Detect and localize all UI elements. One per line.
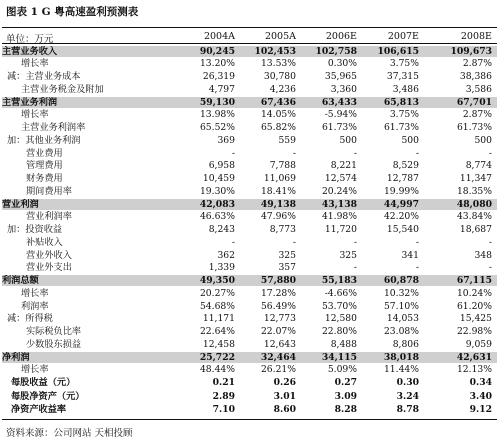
row-cell: - — [488, 262, 492, 274]
source-note: 资料来源：公司网站 天相投顾 — [6, 428, 133, 439]
row-cell: 12,787 — [386, 173, 419, 184]
row-cell: 46.63% — [199, 211, 235, 223]
row-cell: 3,360 — [330, 83, 357, 95]
row-cell: 2.87% — [462, 109, 492, 121]
column-header: 2004A — [203, 31, 235, 42]
row-cell: 30,780 — [263, 71, 296, 82]
row-label: 利润总额 — [2, 275, 39, 286]
table-row — [2, 71, 497, 82]
row-cell: 37,315 — [386, 71, 419, 82]
row-cell: 61.20% — [456, 300, 492, 312]
row-cell: 341 — [401, 249, 419, 261]
row-label: 主营业务利润 — [2, 96, 58, 108]
row-label: 减：所得税 — [7, 313, 53, 325]
row-cell: - — [353, 236, 357, 248]
row-cell: 106,615 — [377, 45, 419, 57]
row-cell: 48,080 — [456, 198, 492, 210]
row-cell: 3.40 — [469, 390, 492, 402]
row-cell: 0.21 — [212, 377, 235, 389]
row-cell: 13.20% — [199, 58, 235, 70]
table-row — [2, 288, 497, 299]
table-row — [2, 364, 497, 375]
row-label: 每股收益（元） — [11, 377, 76, 389]
row-cell: 7,788 — [269, 160, 296, 172]
column-header: 2006E — [325, 31, 357, 42]
row-cell: 3,486 — [392, 83, 419, 95]
table-row — [2, 262, 497, 273]
row-cell: 11,171 — [202, 313, 235, 325]
row-cell: 102,758 — [315, 45, 357, 57]
row-label: 增长率 — [21, 109, 49, 121]
row-cell: 8,529 — [392, 160, 419, 172]
row-cell: 8,774 — [465, 160, 492, 172]
row-cell: 3.24 — [396, 390, 419, 402]
table-row — [2, 404, 497, 415]
row-cell: 42,631 — [456, 351, 492, 363]
row-cell: - — [231, 236, 235, 248]
row-cell: 22.98% — [456, 326, 492, 337]
row-cell: 10,459 — [202, 173, 235, 184]
row-cell: 54.68% — [199, 300, 235, 312]
row-label: 管理费用 — [26, 160, 63, 172]
row-cell: 56.49% — [260, 300, 296, 312]
row-cell: 4,236 — [269, 83, 296, 95]
row-label: 营业费用 — [26, 147, 63, 159]
row-cell: 19.30% — [199, 185, 235, 197]
table-row — [2, 173, 497, 184]
row-label: 加：其他业务利润 — [7, 134, 81, 146]
row-cell: 559 — [278, 134, 296, 146]
row-cell: 500 — [339, 134, 357, 146]
row-cell: 13.53% — [260, 58, 296, 70]
row-cell: 42.20% — [383, 211, 419, 223]
row-label: 增长率 — [21, 58, 49, 70]
row-cell: 53.70% — [321, 300, 357, 312]
row-cell: 25,722 — [199, 351, 235, 363]
row-cell: 22.07% — [260, 326, 296, 337]
row-label: 利润率 — [21, 300, 49, 312]
row-cell: 8.60 — [273, 403, 296, 415]
row-cell: 3,586 — [465, 83, 492, 95]
row-cell: 65.82% — [260, 122, 296, 133]
row-cell: - — [415, 236, 419, 248]
row-label: 加：投资收益 — [7, 224, 63, 235]
row-label: 期间费用率 — [26, 185, 72, 197]
row-cell: 38,018 — [383, 351, 419, 363]
row-cell: 7.10 — [212, 403, 235, 415]
row-cell: 1,339 — [208, 262, 235, 274]
row-cell: 34,115 — [321, 351, 357, 363]
table-row — [2, 199, 497, 210]
row-label: 主营业务利润率 — [21, 122, 86, 133]
row-cell: 61.73% — [456, 122, 492, 133]
row-cell: 43.84% — [456, 211, 492, 223]
row-cell: 19.99% — [383, 185, 419, 197]
row-cell: 32,464 — [260, 351, 296, 363]
row-cell: -5.94% — [324, 109, 357, 121]
row-cell: 10.24% — [456, 287, 492, 299]
row-cell: 17.28% — [260, 287, 296, 299]
row-cell: 13.98% — [199, 109, 235, 121]
row-cell: 8,773 — [269, 224, 296, 235]
row-cell: - — [353, 262, 357, 274]
row-label: 主营业务收入 — [2, 45, 58, 57]
row-label: 净利润 — [2, 351, 30, 363]
row-cell: 65,813 — [383, 96, 419, 108]
row-label: 每股净资产（元） — [11, 390, 85, 402]
row-cell: 11,347 — [459, 173, 492, 184]
row-cell: 90,245 — [199, 45, 235, 57]
row-cell: 6,958 — [208, 160, 235, 172]
row-cell: - — [488, 236, 492, 248]
row-cell: 0.30 — [396, 377, 419, 389]
table-row — [2, 58, 497, 69]
table-row — [2, 160, 497, 171]
table-row — [2, 377, 497, 388]
row-cell: - — [292, 147, 296, 159]
row-cell: 325 — [278, 249, 296, 261]
row-cell: 8,221 — [330, 160, 357, 172]
table-row — [2, 326, 497, 337]
row-label: 补贴收入 — [26, 236, 63, 248]
row-cell: 357 — [278, 262, 296, 274]
row-cell: 12,580 — [324, 313, 357, 325]
row-label: 营业外收入 — [26, 249, 72, 261]
row-cell: 35,965 — [324, 71, 357, 82]
column-header: 2007E — [387, 31, 419, 42]
row-cell: 8.78 — [396, 403, 419, 415]
column-header: 2005A — [264, 31, 296, 42]
row-cell: 38,386 — [459, 71, 492, 82]
row-cell: 12,458 — [202, 338, 235, 350]
table-row — [2, 148, 497, 159]
row-label: 营业利润率 — [26, 211, 72, 223]
row-cell: 3.09 — [334, 390, 357, 402]
table-row — [2, 211, 497, 222]
row-cell: 42,083 — [199, 198, 235, 210]
table-row — [2, 237, 497, 248]
row-cell: -4.66% — [324, 287, 357, 299]
row-cell: - — [353, 147, 357, 159]
row-cell: 4,797 — [208, 83, 235, 95]
row-cell: 49,350 — [199, 275, 235, 286]
row-cell: 8,806 — [392, 338, 419, 350]
row-cell: 57,880 — [260, 275, 296, 286]
row-cell: 18.35% — [456, 185, 492, 197]
row-cell: 41.98% — [321, 211, 357, 223]
table-top-rule — [2, 27, 497, 28]
header-rule — [2, 43, 497, 44]
row-cell: 325 — [339, 249, 357, 261]
row-cell: - — [415, 147, 419, 159]
row-cell: 47.96% — [260, 211, 296, 223]
table-row — [2, 275, 497, 286]
row-cell: 57.10% — [383, 300, 419, 312]
row-cell: 67,701 — [456, 96, 492, 108]
row-cell: 20.27% — [199, 287, 235, 299]
row-cell: 2.89 — [212, 390, 235, 402]
row-label: 主营业务税金及附加 — [21, 83, 104, 95]
row-cell: 362 — [217, 249, 235, 261]
row-cell: 18.41% — [260, 185, 296, 197]
row-label: 增长率 — [21, 287, 49, 299]
row-cell: 67,436 — [260, 96, 296, 108]
row-cell: 43,138 — [321, 198, 357, 210]
table-row — [2, 97, 497, 108]
row-cell: 10.32% — [383, 287, 419, 299]
table-row — [2, 186, 497, 197]
row-cell: 8,488 — [330, 338, 357, 350]
row-cell: 26.21% — [260, 364, 296, 376]
row-cell: 11,720 — [324, 224, 357, 235]
row-cell: 0.27 — [334, 377, 357, 389]
row-cell: 500 — [401, 134, 419, 146]
row-cell: 369 — [217, 134, 235, 146]
row-label: 少数股东损益 — [26, 338, 82, 350]
unit-label: 单位：万元 — [6, 34, 54, 45]
row-cell: 20.24% — [321, 185, 357, 197]
row-cell: 59,130 — [199, 96, 235, 108]
row-cell: 109,673 — [450, 45, 492, 57]
table-row — [2, 339, 497, 350]
row-cell: 48.44% — [199, 364, 235, 376]
row-cell: - — [488, 147, 492, 159]
table-row — [2, 46, 497, 57]
table-row — [2, 352, 497, 363]
table-row — [2, 301, 497, 312]
table-row — [2, 250, 497, 261]
row-cell: 67,115 — [456, 275, 492, 286]
row-cell: 5.09% — [327, 364, 357, 376]
row-cell: 14,053 — [386, 313, 419, 325]
row-cell: 18,687 — [459, 224, 492, 235]
table-title: 图表 1 G 粤高速盈利预测表 — [6, 6, 139, 18]
row-cell: 23.08% — [383, 326, 419, 337]
table-row — [2, 135, 497, 146]
row-cell: 2.87% — [462, 58, 492, 70]
row-cell: 0.30% — [327, 58, 357, 70]
row-cell: 22.80% — [321, 326, 357, 337]
row-cell: 65.52% — [199, 122, 235, 133]
row-cell: 61.73% — [321, 122, 357, 133]
column-header: 2008E — [460, 31, 492, 42]
row-label: 营业外支出 — [26, 262, 72, 274]
row-cell: 8.28 — [334, 403, 357, 415]
row-cell: 49,138 — [260, 198, 296, 210]
row-label: 财务费用 — [26, 173, 63, 184]
row-cell: 348 — [474, 249, 492, 261]
row-label: 净资产收益率 — [11, 403, 67, 415]
row-cell: 60,878 — [383, 275, 419, 286]
row-cell: 12,643 — [263, 338, 296, 350]
row-label: 实际税负比率 — [26, 326, 82, 337]
row-cell: 9,059 — [465, 338, 492, 350]
row-cell: 11,069 — [263, 173, 296, 184]
row-cell: 26,319 — [202, 71, 235, 82]
row-label: 增长率 — [21, 364, 49, 376]
row-cell: 61.73% — [383, 122, 419, 133]
row-cell: 44,997 — [383, 198, 419, 210]
row-cell: 3.75% — [389, 109, 419, 121]
row-cell: 11.44% — [383, 364, 419, 376]
table-row — [2, 122, 497, 133]
row-cell: - — [415, 262, 419, 274]
row-cell: 12,773 — [263, 313, 296, 325]
row-cell: 3.01 — [273, 390, 296, 402]
row-cell: - — [292, 236, 296, 248]
row-label: 减：主营业务成本 — [7, 71, 81, 82]
row-cell: 3.75% — [389, 58, 419, 70]
row-cell: 15,425 — [459, 313, 492, 325]
table-row — [2, 313, 497, 324]
row-cell: 12.13% — [456, 364, 492, 376]
row-cell: 500 — [474, 134, 492, 146]
row-cell: 22.64% — [199, 326, 235, 337]
row-label: 营业利润 — [2, 198, 39, 210]
row-cell: 55,183 — [321, 275, 357, 286]
table-row — [2, 84, 497, 95]
table-row — [2, 109, 497, 120]
table-row — [2, 391, 497, 402]
row-cell: 0.34 — [469, 377, 492, 389]
table-row — [2, 224, 497, 235]
row-cell: 0.26 — [273, 377, 296, 389]
table-bottom-rule — [2, 419, 497, 420]
row-cell: 8,243 — [208, 224, 235, 235]
row-cell: 14.05% — [260, 109, 296, 121]
row-cell: 15,540 — [386, 224, 419, 235]
row-cell: 9.12 — [469, 403, 492, 415]
row-cell: 63,433 — [321, 96, 357, 108]
row-cell: - — [231, 147, 235, 159]
row-cell: 102,453 — [254, 45, 296, 57]
row-cell: 12,574 — [324, 173, 357, 184]
